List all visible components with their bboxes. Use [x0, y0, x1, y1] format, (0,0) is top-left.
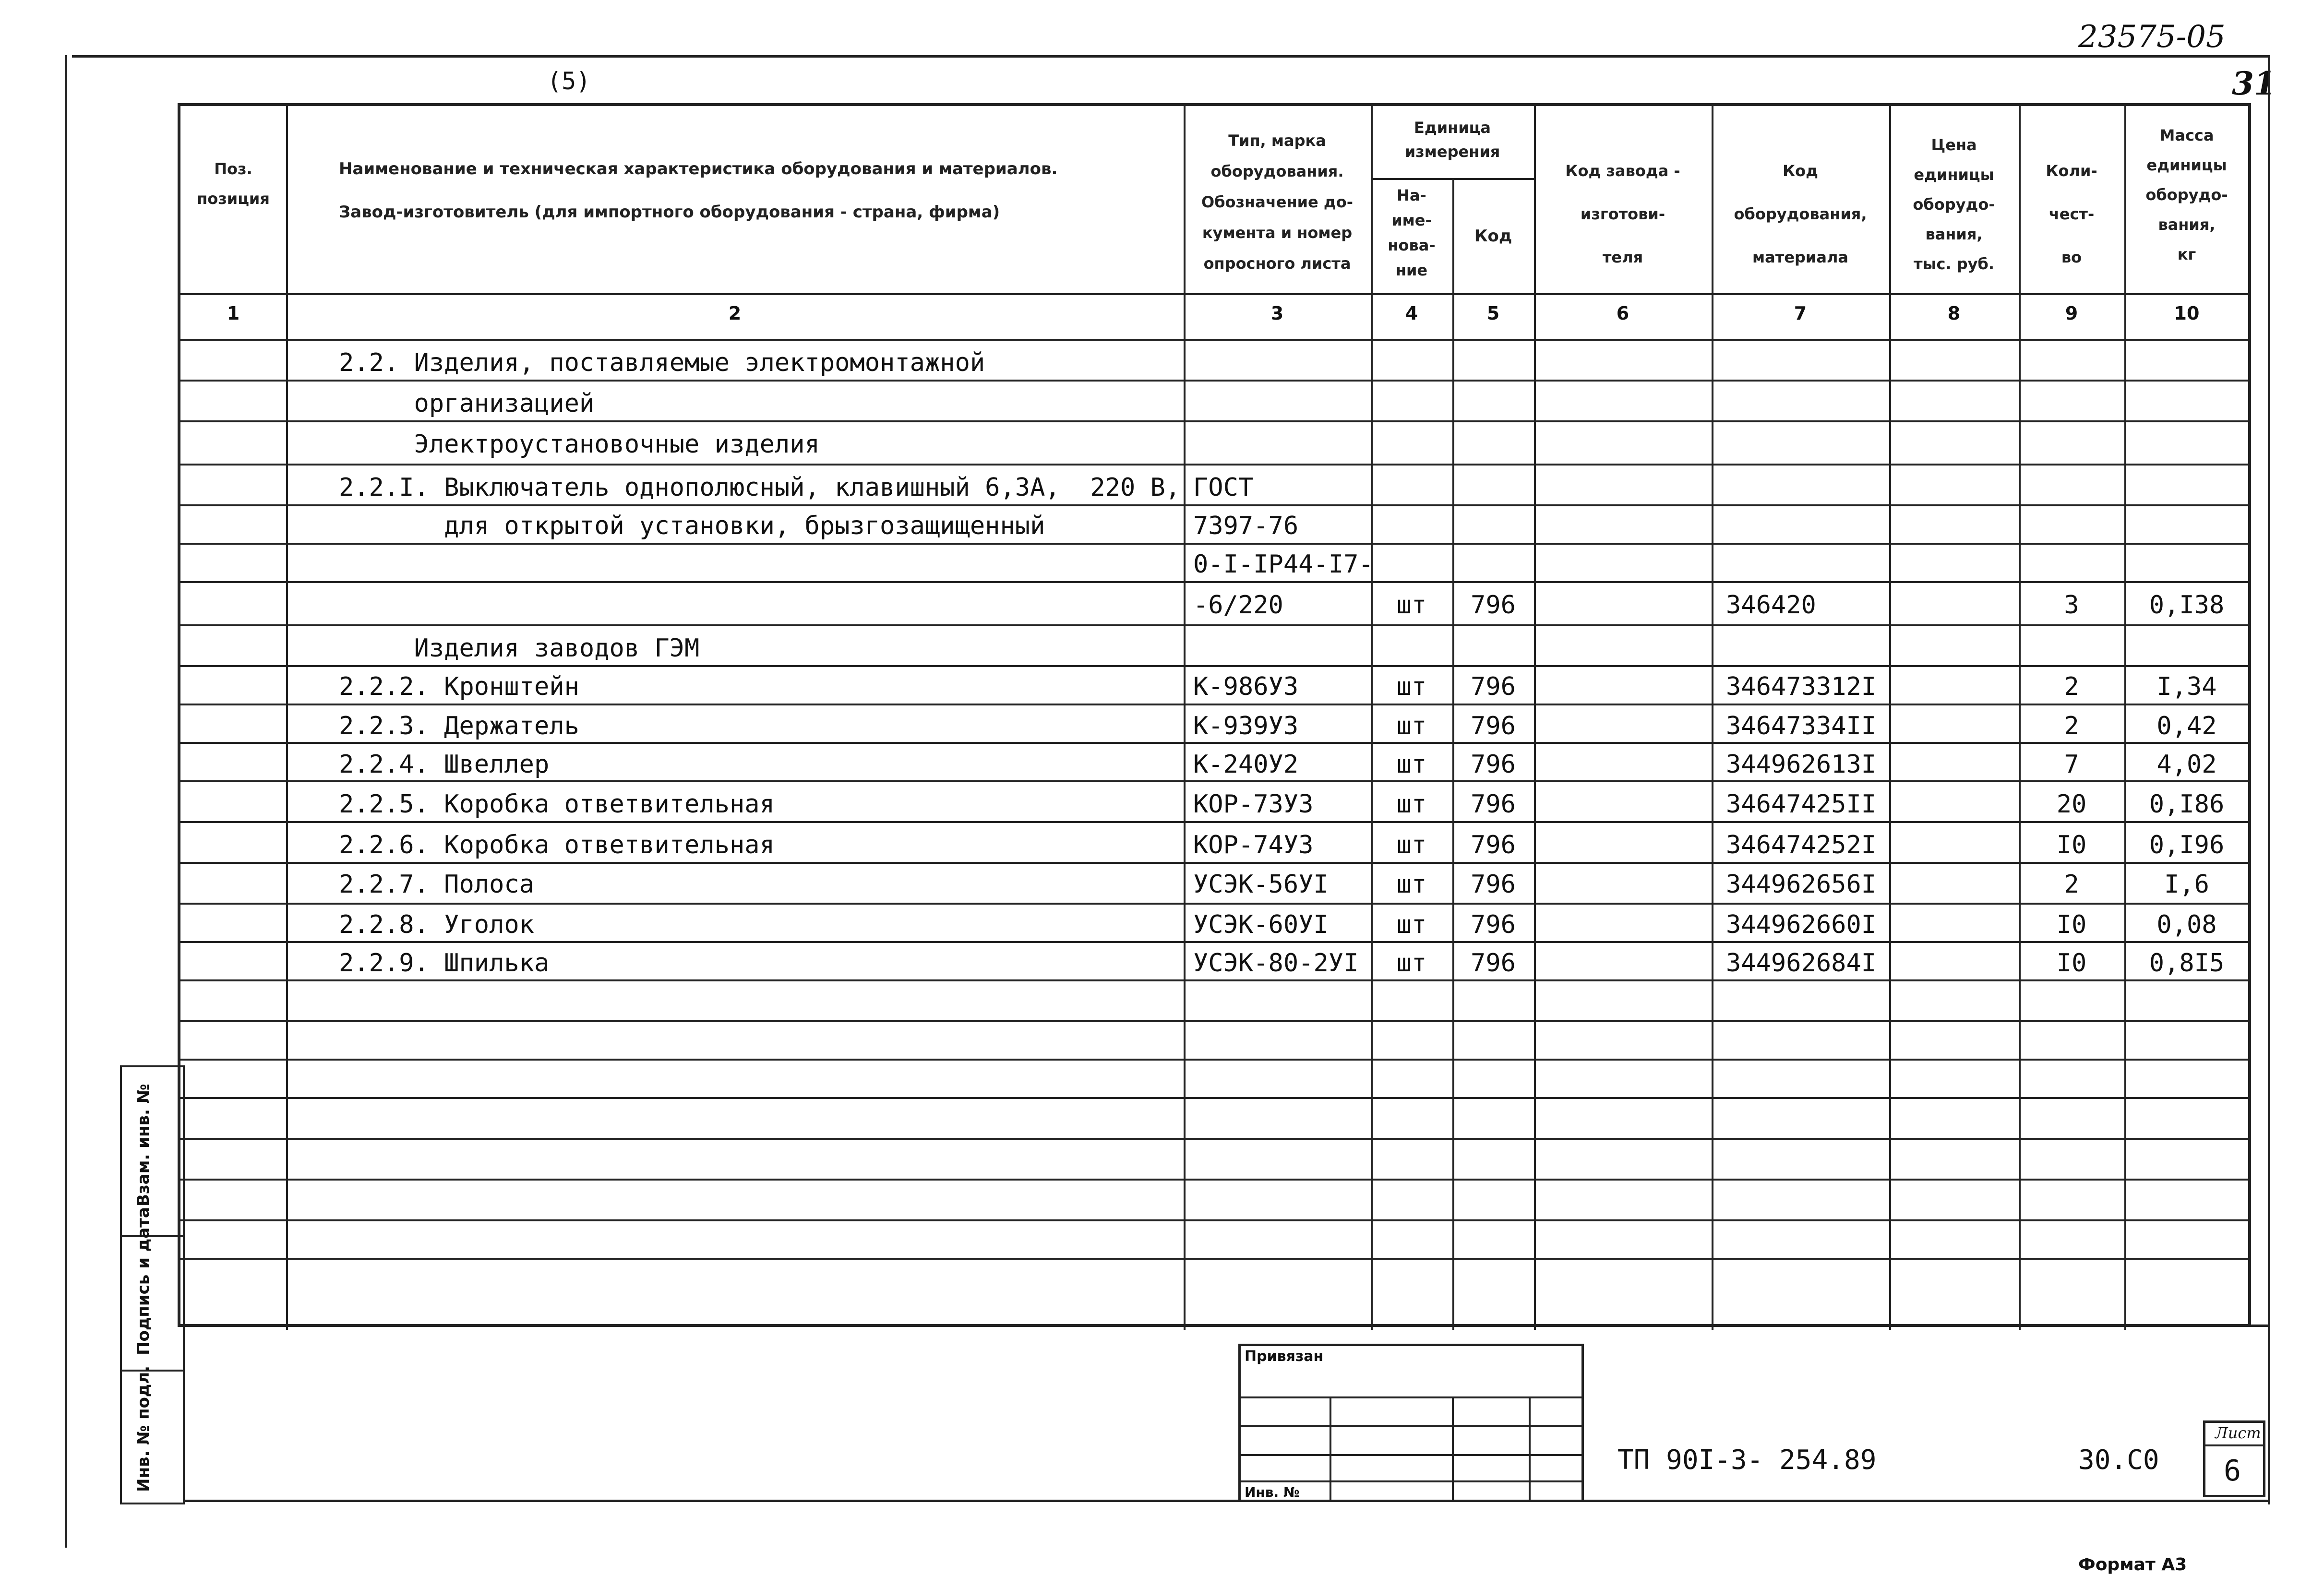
row-line	[180, 380, 2249, 382]
row-unit: шт	[1396, 750, 1427, 779]
page-number-top: 31	[2232, 65, 2276, 102]
row-quantity: I0	[2056, 910, 2087, 939]
col-number: 6	[1616, 303, 1629, 324]
document-suffix: 30.C0	[2078, 1444, 2159, 1476]
row-name: организацией	[339, 389, 595, 418]
row-line	[180, 941, 2249, 943]
row-equipment-code: 346474252I	[1726, 831, 1877, 859]
row-line	[180, 742, 2249, 744]
header-position: Поз. позиция	[197, 160, 270, 208]
row-name: Электроустановочные изделия	[339, 430, 820, 459]
col-divider	[1889, 106, 1891, 1330]
row-equipment-code: 344962660I	[1726, 910, 1877, 939]
row-quantity: I0	[2056, 949, 2087, 978]
row-equipment-code: 34647425II	[1726, 790, 1877, 819]
header-unit-code: Код	[1474, 227, 1512, 246]
header-unit-name: На- име- нова- ние	[1388, 186, 1436, 279]
row-mass: 0,8I5	[2149, 949, 2225, 978]
document-code: ТП 90I-3- 254.89	[1617, 1444, 1877, 1476]
row-name: 2.2.6. Коробка ответвительная	[339, 831, 775, 859]
row-line	[180, 665, 2249, 667]
sheet-label: Лист	[2215, 1424, 2261, 1442]
row-quantity: 2	[2064, 712, 2079, 740]
row-type: УСЭК-56УI	[1193, 870, 1329, 899]
row-line	[180, 1097, 2249, 1099]
row-name: 2.2.3. Держатель	[339, 712, 579, 740]
row-line	[180, 543, 2249, 545]
row-name: Изделия заводов ГЭМ	[339, 634, 700, 663]
row-mass: 4,02	[2156, 750, 2217, 779]
row-unit: шт	[1396, 712, 1427, 740]
unit-header-divider	[1371, 178, 1534, 180]
row-quantity: 7	[2064, 750, 2079, 779]
header-unit: Единица измерения	[1404, 119, 1500, 161]
binding-stamp	[1238, 1344, 1584, 1502]
row-mass: I,6	[2164, 870, 2209, 899]
row-type: ГОСТ	[1193, 473, 1254, 502]
row-line	[180, 821, 2249, 823]
row-type: К-939У3	[1193, 712, 1299, 740]
row-unit: шт	[1396, 790, 1427, 819]
header-name-line2: Завод-изготовитель (для импортного оборудования - страна, фирма)	[339, 203, 1000, 222]
col-number: 5	[1486, 303, 1500, 324]
row-unit-code: 796	[1471, 949, 1516, 978]
col-divider	[286, 106, 288, 1330]
row-unit-code: 796	[1471, 712, 1516, 740]
row-quantity: 2	[2064, 870, 2079, 899]
row-unit: шт	[1396, 831, 1427, 859]
row-quantity: 20	[2056, 790, 2087, 819]
row-name: 2.2. Изделия, поставляемые электромонтажной	[339, 348, 985, 377]
row-line	[180, 1138, 2249, 1140]
row-type: К-240У2	[1193, 750, 1299, 779]
row-name: для открытой установки, брызгозащищенный	[339, 512, 1045, 540]
header-equipment-code: Код оборудования, материала	[1734, 162, 1867, 266]
row-line	[180, 780, 2249, 782]
sheet-box-line	[2205, 1444, 2263, 1446]
row-equipment-code: 344962684I	[1726, 949, 1877, 978]
col-number: 3	[1270, 303, 1284, 324]
row-equipment-code: 346473312I	[1726, 672, 1877, 701]
row-line	[180, 1258, 2249, 1260]
sheet-number: 6	[2224, 1454, 2241, 1488]
page-bottom-line	[185, 1500, 2268, 1502]
row-line	[180, 581, 2249, 583]
row-unit-code: 796	[1471, 790, 1516, 819]
row-equipment-code: 344962656I	[1726, 870, 1877, 899]
row-quantity: 2	[2064, 672, 2079, 701]
col-number: 7	[1794, 303, 1807, 324]
stamp-line	[1452, 1396, 1454, 1502]
row-type: УСЭК-80-2УI	[1193, 949, 1359, 978]
margin-inventory-label: Инв. № подл.	[134, 1365, 153, 1492]
row-mass: 0,I86	[2149, 790, 2225, 819]
sheet-number-box	[2203, 1420, 2265, 1497]
row-type: КОР-74У3	[1193, 831, 1314, 859]
header-name-line1: Наименование и техническая характеристика оборудования и материалов.	[339, 159, 1058, 179]
specification-table	[178, 103, 2251, 1327]
row-line	[180, 1020, 2249, 1022]
row-unit: шт	[1396, 672, 1427, 701]
number-row-line	[180, 339, 2249, 341]
row-unit: шт	[1396, 870, 1427, 899]
row-unit-code: 796	[1471, 750, 1516, 779]
row-equipment-code: 346420	[1726, 591, 1816, 620]
row-name: 2.2.5. Коробка ответвительная	[339, 790, 775, 819]
row-mass: 0,I38	[2149, 591, 2225, 620]
row-name: 2.2.4. Швеллер	[339, 750, 550, 779]
row-unit-code: 796	[1471, 672, 1516, 701]
header-factory-code: Код завода - изготови- теля	[1565, 162, 1680, 266]
row-type: 7397-76	[1193, 512, 1299, 540]
row-unit-code: 796	[1471, 591, 1516, 620]
row-type: УСЭК-60УI	[1193, 910, 1329, 939]
margin-vzam-label: Взам. инв. №	[134, 1084, 153, 1206]
header-mass: Масса единицы оборудо- вания, кг	[2145, 126, 2228, 263]
header-quantity: Коли- чест- во	[2046, 162, 2097, 266]
row-mass: 0,42	[2156, 712, 2217, 740]
row-line	[180, 464, 2249, 465]
format-label: Формат А3	[2078, 1555, 2187, 1575]
col-divider	[1534, 106, 1536, 1330]
stamp-line	[1330, 1396, 1331, 1502]
row-name: 2.2.8. Уголок	[339, 910, 534, 939]
row-unit: шт	[1396, 949, 1427, 978]
archive-number: 23575-05	[2078, 19, 2226, 55]
col-number: 8	[1947, 303, 1961, 324]
header-bottom-line	[180, 293, 2249, 295]
row-unit: шт	[1396, 910, 1427, 939]
stamp-line	[1529, 1396, 1531, 1502]
margin-signature-label: Подпись и дата	[134, 1207, 153, 1355]
row-line	[180, 862, 2249, 864]
row-quantity: I0	[2056, 831, 2087, 859]
row-name: 2.2.7. Полоса	[339, 870, 534, 899]
col-number: 4	[1405, 303, 1418, 324]
row-line	[180, 1219, 2249, 1221]
row-line	[180, 903, 2249, 905]
row-quantity: 3	[2064, 591, 2079, 620]
stamp-inv-no: Инв. №	[1245, 1484, 1300, 1500]
row-name: 2.2.9. Шпилька	[339, 949, 550, 978]
row-line	[180, 979, 2249, 981]
table-footer-line	[185, 1324, 2268, 1327]
row-line	[180, 420, 2249, 422]
row-type: -6/220	[1193, 591, 1283, 620]
row-line	[180, 1179, 2249, 1181]
row-type: 0-I-IP44-I7-	[1193, 550, 1374, 579]
col-number: 10	[2174, 303, 2200, 324]
col-divider	[1184, 106, 1186, 1330]
row-type: КОР-73У3	[1193, 790, 1314, 819]
row-unit-code: 796	[1471, 870, 1516, 899]
col-number: 9	[2065, 303, 2078, 324]
row-mass: 0,08	[2156, 910, 2217, 939]
row-unit: шт	[1396, 591, 1427, 620]
section-label: (5)	[547, 67, 591, 95]
row-mass: 0,I96	[2149, 831, 2225, 859]
row-equipment-code: 344962613I	[1726, 750, 1877, 779]
row-unit-code: 796	[1471, 831, 1516, 859]
row-type: К-986У3	[1193, 672, 1299, 701]
header-price: Цена единицы оборудо- вания, тыс. руб.	[1913, 136, 1995, 273]
row-line	[180, 624, 2249, 626]
row-line	[180, 1059, 2249, 1061]
row-line	[180, 704, 2249, 705]
col-divider	[1712, 106, 1713, 1330]
row-mass: I,34	[2156, 672, 2217, 701]
row-unit-code: 796	[1471, 910, 1516, 939]
row-name: 2.2.2. Кронштейн	[339, 672, 579, 701]
left-binding-line	[65, 55, 67, 1548]
row-line	[180, 504, 2249, 506]
stamp-privyazan: Привязан	[1245, 1348, 1324, 1365]
margin-stamp	[120, 1065, 185, 1504]
row-name: 2.2.I. Выключатель однополюсный, клавишный 6,3А, 220 В,	[339, 473, 1181, 502]
header-type: Тип, марка оборудования. Обозначение до- кумента и номер опросного листа	[1201, 131, 1353, 273]
col-number: 1	[227, 303, 240, 324]
row-equipment-code: 34647334II	[1726, 712, 1877, 740]
col-number: 2	[728, 303, 742, 324]
